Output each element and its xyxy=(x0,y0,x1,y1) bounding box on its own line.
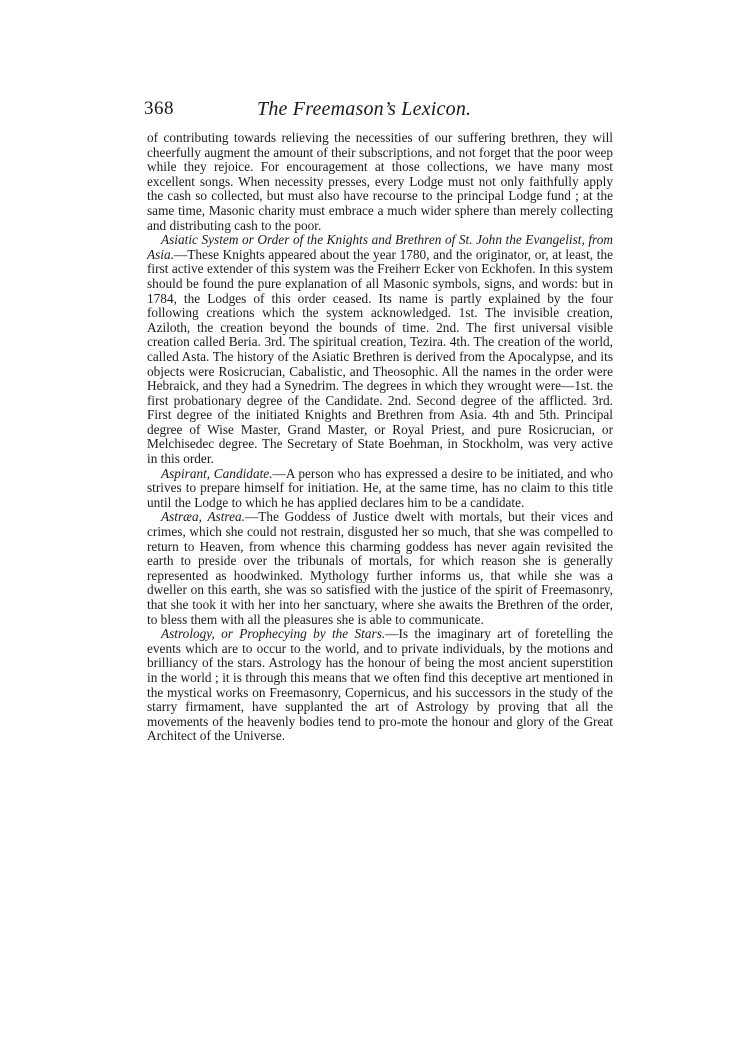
entry-text: —These Knights appeared about the year 1780, and the originator, or, at least, the first active extender of this system was the Freiherr Ecker von Eckhofen. In this system should be found the pure explanation of all Masonic symbols, signs, and words: but in 1784, the Lodges of this order ceased. Its name is partly explained by the four following creations which the system acknowledged. 1st. The invisible creation, Aziloth, the creation beyond the bounds of time. 2nd. The first universal visible creation called Beria. 3rd. The spiritual creation, Tezira. 4th. The creation of the world, called Asta. The history of the Asiatic Brethren is derived from the Apocalypse, and its objects were Rosicrucian, Cabalistic, and Theosophic. All the names in the order were Hebraick, and they had a Synedrim. The degrees in which they wrought were—1st. the first probationary degree of the Candidate. 2nd. Second degree of the afflicted. 3rd. First degree of the initiated Knights and Brethren from Asia. 4th and 5th. Principal degree of Wise Master, Grand Master, or Royal Priest, and pure Rosicrucian, or Melchisedec degree. The Secretary of State Boehman, in Stockholm, was very active in this order. xyxy=(147,246,613,467)
running-head xyxy=(144,98,613,126)
entry-aspirant xyxy=(147,467,613,511)
entry-heading: Astrology, or Prophecying by the Stars. xyxy=(161,626,386,642)
entry-astrology xyxy=(147,627,613,744)
entry-text: —The Goddess of Justice dwelt with mortals, but their vices and crimes, which she could not restrain, disgusted her so much, that she was compelled to return to Heaven, from whence this charming goddess has never again revisited the earth to preside over the tribunals of mortals, for which reason she is generally represented as hoodwinked. Mythology further informs us, that while she was a dweller on this earth, she was so satisfied with the justice of the spirit of Freemasonry, that she took it with her into her sanctuary, where she awaits the Brethren of the order, to bless them with all the pleasures she is able to communicate. xyxy=(147,509,614,627)
entry-asiatic-system xyxy=(147,233,613,467)
entry-text: —A person who has expressed a desire to be initiated, and who strives to prepare himself for initiation. He, at the same time, has no claim to this title until the Lodge to which he has applied declares him to be a candidate. xyxy=(147,465,613,510)
entry-text: —Is the imaginary art of foretelling the events which are to occur to the world, and to private individuals, by the motions and brilliancy of the stars. Astrology has the honour of being the most ancient superstition in the world ; it is through this means that we often find this deceptive art mentioned in the mystical works on Freemasonry, Copernicus, and his successors in the study of the starry firmament, have supplanted the art of Astrology by proving that all the movements of the heavenly bodies tend to pro-mote the honour and glory of the Great Architect of the Universe. xyxy=(147,626,613,744)
entry-heading: Aspirant, Candidate. xyxy=(161,465,273,481)
paragraph-continuation xyxy=(147,131,613,233)
page-number: 368 xyxy=(144,98,174,119)
entry-heading: Astræa, Astrea. xyxy=(161,509,245,525)
book-page xyxy=(144,98,614,744)
body-text xyxy=(147,131,613,744)
entry-heading: Asiatic System or Order of the Knights and Brethren of St. John the Evangelist, from Asia. xyxy=(147,232,613,262)
paragraph-text: of contributing towards relieving the necessities of our suffering brethren, they will cheerfully augment the amount of their subscriptions, and not forget that the poor weep while they rejoice. For encouragement at those collections, we have many most excellent songs. When necessity presses, every Lodge must not only faithfully apply the cash so collected, but must also have recourse to the principal Lodge fund ; at the same time, Masonic charity must embrace a much wider sphere than merely collecting and distributing cash to the poor. xyxy=(147,130,613,233)
running-title: The Freemason’s Lexicon. xyxy=(257,98,472,120)
entry-astraea xyxy=(147,510,613,627)
